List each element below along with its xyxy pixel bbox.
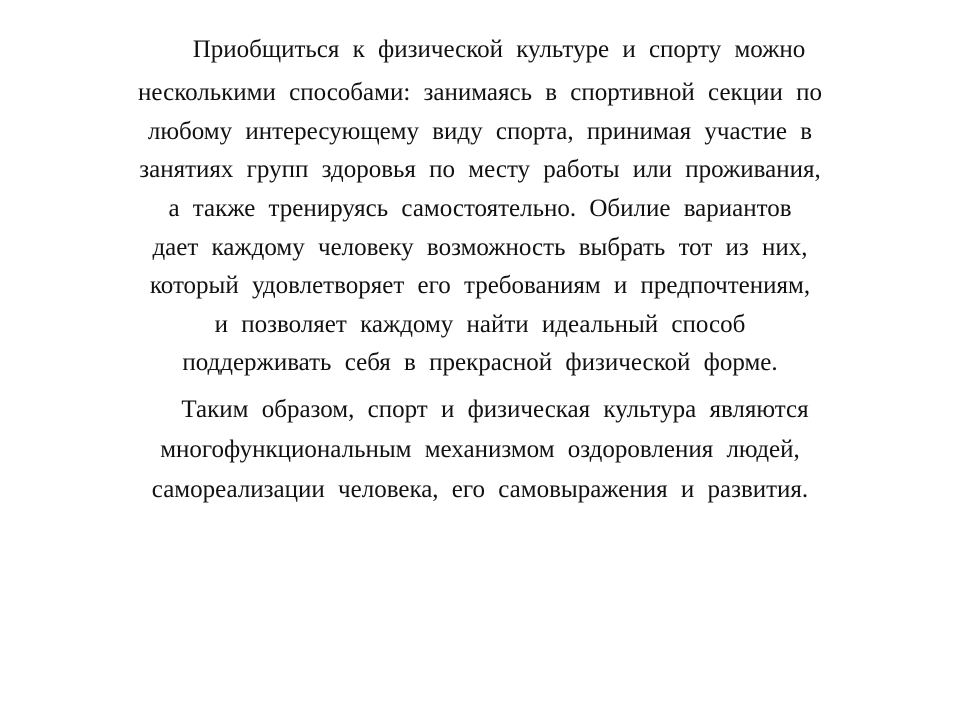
paragraph-1-line-2: несколькими способами: занимаясь в спортивной секции по [138,79,822,106]
paragraph-1-line-7: который удовлетворяет его требованиям и предпочтениям, [149,272,811,299]
paragraph-1-line-3: любому интересующему виду спорта, принимая участие в [147,118,813,145]
paragraph-1-line-5: а также тренируясь самостоятельно. Обилие вариантов [168,195,792,222]
paragraph-1-line-1: Приобщиться к физической культуре и спорту можно [192,36,806,63]
paragraph-2-line-1: Таким образом, спорт и физическая культура являются [181,396,809,423]
paragraph-1-line-4: занятиях групп здоровья по месту работы или проживания, [139,156,821,183]
paragraph-2-line-3: самореализации человека, его самовыражения и развития. [151,476,809,503]
paragraph-1-line-8: и позволяет каждому найти идеальный способ [214,311,746,338]
paragraph-1-line-9: поддерживать себя в прекрасной физической форме. [182,349,778,376]
paragraph-2-line-2: многофункциональным механизмом оздоровления людей, [160,436,800,463]
paragraph-1-line-6: дает каждому человеку возможность выбрать тот из них, [152,234,808,261]
